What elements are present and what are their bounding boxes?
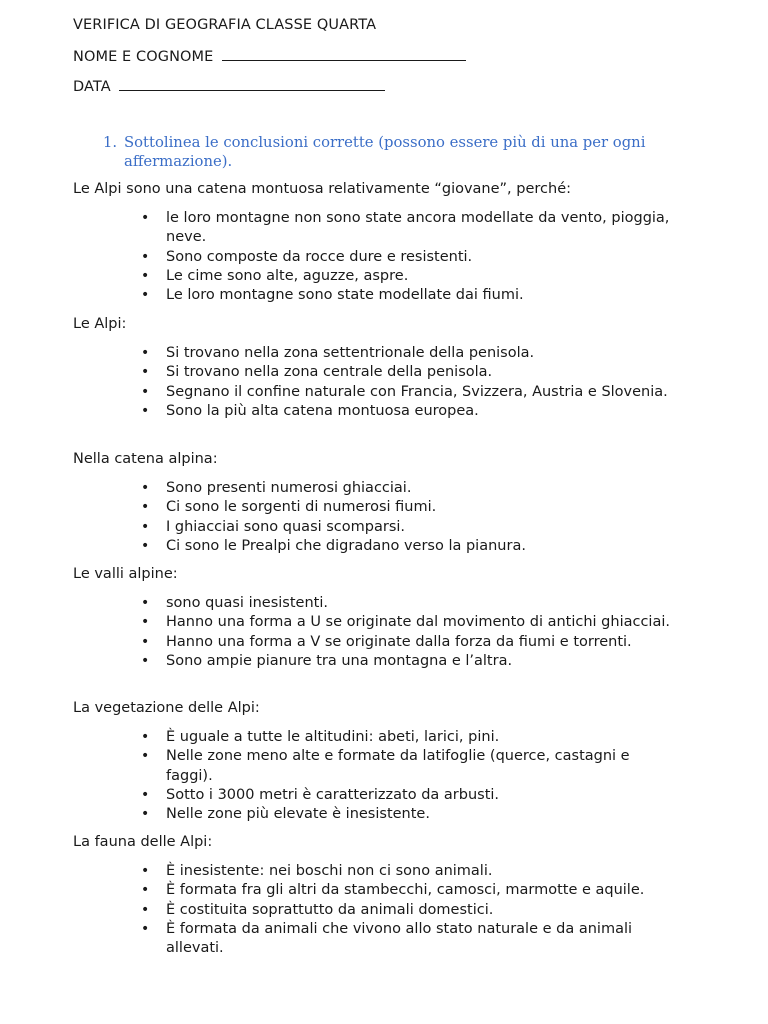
option-text: Nelle zone meno alte e formate da latifoglie (querce, castagni e faggi).	[166, 748, 630, 784]
option-item[interactable]	[73, 518, 676, 537]
bullet-icon: •	[141, 614, 150, 631]
option-text: le loro montagne non sono state ancora modellate da vento, pioggia, neve.	[166, 210, 670, 246]
bullet-icon: •	[141, 267, 150, 284]
option-item[interactable]	[73, 786, 676, 805]
options-list	[73, 728, 713, 824]
date-field-label: DATA	[73, 79, 111, 95]
question-text: Sottolinea le conclusioni corrette (possono essere più di una per ogni affermazione).	[124, 134, 646, 170]
option-item[interactable]	[73, 805, 676, 824]
option-text: Sotto i 3000 metri è caratterizzato da arbusti.	[166, 786, 500, 803]
option-text: È formata fra gli altri da stambecchi, camosci, marmotte e aquile.	[166, 882, 645, 899]
bullet-icon: •	[141, 595, 150, 611]
section-6	[73, 833, 713, 958]
options-list	[73, 344, 713, 421]
document-title: VERIFICA DI GEOGRAFIA CLASSE QUARTA	[73, 17, 377, 33]
option-item[interactable]	[73, 652, 676, 671]
option-item[interactable]	[73, 286, 676, 305]
question-heading	[103, 133, 703, 171]
option-item[interactable]	[73, 881, 676, 900]
options-list	[73, 862, 713, 958]
option-text: È formata da animali che vivono allo stato naturale e da animali allevati.	[166, 920, 633, 957]
name-field-row	[73, 46, 466, 65]
option-item[interactable]	[73, 498, 676, 517]
name-field-label: NOME E COGNOME	[73, 49, 214, 65]
option-item[interactable]	[73, 363, 676, 382]
section-stem: Nella catena alpina:	[73, 451, 218, 467]
options-list	[73, 594, 713, 671]
option-text: Nelle zone più elevate è inesistente.	[166, 806, 430, 823]
option-text: Le cime sono alte, aguzze, aspre.	[166, 267, 409, 284]
bullet-icon: •	[141, 633, 150, 650]
option-item[interactable]	[73, 344, 676, 363]
options-list	[73, 209, 713, 305]
option-text: Hanno una forma a V se originate dalla forza da fiumi e torrenti.	[166, 633, 632, 650]
option-text: Si trovano nella zona settentrionale della penisola.	[166, 345, 535, 361]
option-text: Sono composte da rocce dure e resistenti.	[166, 248, 473, 265]
bullet-icon: •	[141, 920, 150, 937]
section-1	[73, 180, 713, 305]
bullet-icon: •	[141, 499, 150, 516]
option-item[interactable]	[73, 209, 676, 248]
option-item[interactable]	[73, 267, 676, 286]
question-number: 1.	[103, 134, 118, 151]
bullet-icon: •	[141, 210, 150, 226]
option-text: È inesistente: nei boschi non ci sono animali.	[166, 863, 493, 879]
option-text: Segnano il confine naturale con Francia, Svizzera, Austria e Slovenia.	[166, 383, 668, 400]
option-item[interactable]	[73, 248, 676, 267]
option-item[interactable]	[73, 383, 676, 402]
option-text: Sono ampie pianure tra una montagna e l’altra.	[166, 652, 513, 669]
section-3	[73, 450, 713, 556]
section-stem: La fauna delle Alpi:	[73, 834, 213, 850]
section-stem: Le Alpi:	[73, 316, 127, 332]
option-item[interactable]	[73, 479, 676, 498]
bullet-icon: •	[141, 364, 150, 381]
bullet-icon: •	[141, 652, 150, 669]
bullet-icon: •	[141, 806, 150, 823]
option-item[interactable]	[73, 537, 676, 556]
bullet-icon: •	[141, 383, 150, 400]
option-text: Hanno una forma a U se originate dal movimento di antichi ghiacciai.	[166, 614, 670, 631]
option-text: Ci sono le Prealpi che digradano verso la pianura.	[166, 537, 526, 554]
options-list	[73, 479, 713, 556]
bullet-icon: •	[141, 248, 150, 265]
option-item[interactable]	[73, 747, 676, 786]
section-2	[73, 315, 713, 421]
option-item[interactable]	[73, 728, 676, 747]
bullet-icon: •	[141, 287, 150, 304]
bullet-icon: •	[141, 729, 150, 745]
date-field-blank[interactable]	[119, 76, 385, 91]
bullet-icon: •	[141, 901, 150, 918]
bullet-icon: •	[141, 863, 150, 879]
option-text: Sono la più alta catena montuosa europea.	[166, 402, 479, 419]
option-text: Si trovano nella zona centrale della penisola.	[166, 364, 493, 381]
option-text: Sono presenti numerosi ghiacciai.	[166, 480, 412, 496]
bullet-icon: •	[141, 537, 150, 554]
section-stem: Le Alpi sono una catena montuosa relativamente “giovane”, perché:	[73, 181, 572, 197]
section-stem: La vegetazione delle Alpi:	[73, 700, 260, 716]
date-field-row	[73, 76, 385, 95]
bullet-icon: •	[141, 518, 150, 535]
option-text: Le loro montagne sono state modellate dai fiumi.	[166, 287, 524, 304]
bullet-icon: •	[141, 480, 150, 496]
option-text: I ghiacciai sono quasi scomparsi.	[166, 518, 406, 535]
option-item[interactable]	[73, 633, 676, 652]
option-text: Ci sono le sorgenti di numerosi fiumi.	[166, 499, 437, 516]
bullet-icon: •	[141, 882, 150, 899]
option-item[interactable]	[73, 920, 676, 959]
option-item[interactable]	[73, 862, 676, 881]
section-stem: Le valli alpine:	[73, 566, 178, 582]
section-4	[73, 565, 713, 671]
name-field-blank[interactable]	[222, 46, 466, 61]
option-item[interactable]	[73, 901, 676, 920]
option-text: sono quasi inesistenti.	[166, 595, 328, 611]
option-item[interactable]	[73, 594, 676, 613]
bullet-icon: •	[141, 748, 150, 765]
option-item[interactable]	[73, 613, 676, 632]
bullet-icon: •	[141, 345, 150, 361]
option-item[interactable]	[73, 402, 676, 421]
bullet-icon: •	[141, 786, 150, 803]
option-text: È costituita soprattutto da animali domestici.	[166, 901, 494, 918]
bullet-icon: •	[141, 402, 150, 419]
option-text: È uguale a tutte le altitudini: abeti, larici, pini.	[166, 729, 500, 745]
section-5	[73, 699, 713, 824]
